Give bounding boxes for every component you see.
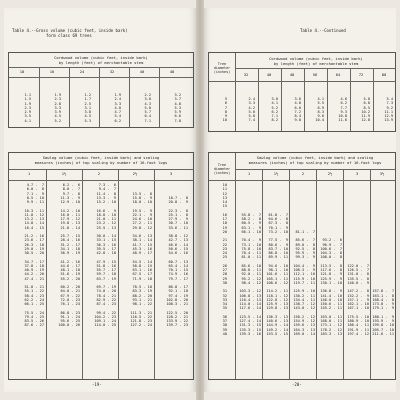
right-cordwood-col-3: 56 (312, 72, 318, 77)
left-cordwood-values-0: 1.1 1.5 1.9 2.3 2.9 3.5 4.1 (24, 93, 31, 123)
left-title-line1: Table 4.--Gross volume (cubic feet, inside bark) (12, 28, 128, 33)
left-sawlog-values-4: 18.7 - 8 20.8 - 9 22.3 - 8 25.1 - 8 27.9 - 9 30.7 - 10 33.6 - 11 38.8 - 12 42.7 - 13 46.6 - 14 50.6 - 15 54.6 - 16 60.7 - 13 65.4 - 14 70.1 - 15 74.9 - 16 79.7 - 17 86.8 - 17 92.1 - 18 97.4 - 19 102.8 - 20 108.3 - 21 122.5 - 20 128.2 - 21 133.9 - 22 139.7 - 23 (166, 195, 188, 328)
right-cordwood-values-0: 2.4 3.3 4.2 5.0 5.8 7.4 (248, 97, 255, 123)
left-title-line2: form class 69 trees (46, 33, 92, 38)
left-sawlog-values-0: 4.7 - 7 6.0 - 8 7.1 - 9 8.5 - 10 9.9 - 11 10.3 - 11 11.8 - 12 13.2 - 13 14.8 - 14 16.4 - 15 21.2 - 16 23.6 - 17 26.3 - 18 29.0 - 19 30.5 - 20 34.7 - 17 37.8 - 18 40.9 - 19 44.2 - 20 47.4 - 21 51.8 - 21 55.1 - 22 58.4 - 23 62.2 - 24 66.1 - 25 75.5 - 24 79.4 - 25 83.5 - 26 87.6 - 27 (24, 183, 44, 328)
right-cordwood-diameters: 5 6 7 8 9 10 (222, 97, 227, 123)
left-sawlog-col-4: 3 (169, 171, 173, 176)
left-cordwood-values-1: 1.9 2.3 2.8 3.3 3.9 4.5 5.2 (54, 93, 61, 123)
left-cordwood-col-4: 40 (139, 69, 145, 74)
right-cordwood-col-2: 48 (289, 72, 295, 77)
right-sawlog-values-5: 157.8 - 7 163.1 - 8 168.4 - 8 173.8 - 9 179.1 - 9 188.1 - 9 193.9 - 9 199.8 - 10 205.7 - 10 211.6 - 11 (372, 289, 394, 336)
left-sawlog-values-1: 6.2 - 6 8.0 - 7 9.7 - 8 11.3 - 9 12.9 - 10 14.2 - 10 16.0 - 11 17.9 - 12 19.8 - 13 21.8 - 14 25.7 - 15 28.4 - 16 31.2 - 17 34.1 - 18 36.9 - 19 41.2 - 16 44.6 - 17 48.1 - 18 51.6 - 19 55.2 - 20 60.2 - 20 64.0 - 21 67.9 - 22 72.0 - 23 76.1 - 24 86.8 - 23 91.1 - 24 95.6 - 25 100.0 - 26 (58, 183, 80, 328)
right-title: Table 4.--Continued (300, 28, 346, 33)
right-sawlog-stub-header: Tree diameter (inches) (213, 163, 231, 175)
right-sawlog-values-2: 81.1 - 7 85.6 - 7 89.0 - 8 92.5 - 8 95.9 - 9 99.3 - 9 104.4 - 9 108.3 - 9 112.1 - 10 115.9 - 10 119.7 - 11 125.9 - 10 130.2 - 11 134.4 - 11 138.7 - 12 143.0 - 12 150.2 - 12 154.9 - 12 159.6 - 13 164.3 - 13 169.0 - 14 (293, 229, 315, 336)
right-sawlog-table (208, 152, 396, 380)
book-gutter (196, 0, 204, 400)
left-page-number: -19- (92, 382, 102, 387)
right-cordwood-col-5: 72 (358, 72, 364, 77)
right-sawlog-col-2: 2 (301, 171, 305, 176)
right-cordwood-col-1: 40 (266, 72, 272, 77)
right-sawlog-values-3: 93.2 - 6 96.9 - 7 100.6 - 7 104.3 - 8 108.0 - 8 113.5 - 8 117.6 - 8 121.8 - 9 125.9 - 9 130.1 - 10 136.8 - 9 141.4 - 10 146.0 - 10 150.6 - 11 155.2 - 11 163.0 - 11 168.0 - 11 173.1 - 12 178.2 - 12 183.3 - 13 (320, 238, 342, 336)
right-cordwood-col-6: 80 (381, 72, 387, 77)
right-cordwood-values-5: 5.0 6.8 8.5 10.2 11.9 12.8 (361, 97, 370, 123)
left-sawlog-col-2: 2 (97, 171, 101, 176)
right-cordwood-col-4: 64 (335, 72, 341, 77)
left-sawlog-values-3: 13.5 - 8 15.8 - 9 18.0 - 10 19.5 - 9 22.1 - 9 24.6 - 10 27.2 - 11 29.8 - 12 34.6 - 13 38.1 - 14 41.7 - 15 45.3 - 16 48.9 - 17 54.5 - 14 58.8 - 15 63.1 - 16 67.5 - 17 71.9 - 18 78.5 - 18 83.3 - 19 88.2 - 20 93.1 - 21 98.1 - 22 111.3 - 21 116.5 - 22 121.8 - 23 127.2 - 24 (130, 191, 152, 328)
left-cordwood-table (8, 52, 194, 128)
left-cordwood-col-3: 32 (109, 69, 115, 74)
left-cordwood-col-0: 18 (19, 69, 25, 74)
left-sawlog-col-0: 1 (27, 171, 31, 176)
right-cordwood-values-6: 5.4 7.3 9.2 11.1 12.9 13.9 (384, 97, 393, 123)
left-cordwood-header: Cordwood volume (cubic feet, inside bark) by length (feet) of merchantable stem (54, 55, 148, 65)
left-cordwood-values-5: 3.2 3.7 4.8 5.3 5.9 6.6 7.8 (174, 93, 181, 123)
right-page (204, 8, 396, 392)
right-sawlog-col-0: 1 (247, 171, 251, 176)
left-sawlog-header: Sawlog volume (cubic feet, inside bark) and scaling measures (inches) of top scaling by number of 16-foot logs (34, 155, 168, 165)
right-sawlog-col-5: 3½ (379, 171, 385, 176)
left-sawlog-table (8, 152, 194, 380)
left-sawlog-col-1: 1½ (61, 171, 67, 176)
left-cordwood-values-2: 1.2 1.7 2.5 3.1 3.8 4.5 5.3 (84, 93, 91, 123)
right-cordwood-table (208, 52, 396, 132)
right-sawlog-header: Sawlog volume (cubic feet, inside bark) and scaling measures (inches) of top scaling by number of 16-foot logs (248, 155, 382, 165)
right-sawlog-values-0: 55.8 - 7 58.2 - 8 60.5 - 9 63.1 - 9 66.1 - 10 70.4 - 9 73.1 - 10 75.8 - 10 78.4 - 11 81.0 - 11 85.6 - 10 88.8 - 11 92.0 - 11 95.2 - 12 98.4 - 12 103.3 - 12 106.8 - 13 110.4 - 13 114.0 - 14 117.6 - 14 123.5 - 14 127.4 - 14 131.3 - 15 135.3 - 15 139.3 - 16 (239, 212, 261, 336)
left-page (4, 8, 196, 392)
right-sawlog-values-4: 122.0 - 7 126.5 - 7 131.0 - 8 135.5 - 8 140.0 - 9 147.2 - 8 152.2 - 9 157.1 - 9 162.1 - 10 167.1 - 10 175.5 - 10 180.9 - 10 186.4 - 11 191.9 - 11 197.4 - 12 (347, 263, 369, 336)
right-cordwood-stub-header: Tree diameter (inches) (213, 62, 231, 74)
right-sawlog-col-4: 3 (355, 171, 359, 176)
left-sawlog-values-2: 7.3 - 6 9.4 - 7 11.4 - 8 13.3 - 9 15.2 - 10 16.6 - 9 18.8 - 10 21.0 - 11 23.2 - 12 25.5 - 13 30.0 - 14 33.1 - 15 36.3 - 16 39.5 - 17 42.8 - 18 47.9 - 15 51.8 - 16 55.7 - 17 59.7 - 18 63.7 - 19 69.7 - 19 74.0 - 20 78.4 - 21 82.9 - 22 87.4 - 23 99.4 - 22 104.2 - 23 109.1 - 24 114.0 - 25 (94, 183, 116, 328)
right-sawlog-diameters: 10 11 12 13 14 15 16 17 18 19 20 21 22 23 24 25 26 27 28 29 30 31 32 33 34 35 36 37 38 39 40 (222, 183, 227, 336)
left-cordwood-col-2: 24 (79, 69, 85, 74)
left-cordwood-col-5: 48 (169, 69, 175, 74)
right-page-number: -20- (292, 382, 302, 387)
left-sawlog-col-3: 2½ (132, 171, 138, 176)
left-cordwood-col-1: 16 (49, 69, 55, 74)
right-sawlog-col-3: 2½ (327, 171, 333, 176)
right-cordwood-values-3: 4.1 5.5 6.9 8.3 9.6 10.4 (315, 97, 324, 123)
right-sawlog-col-1: 1½ (273, 171, 279, 176)
right-cordwood-header: Cordwood volume (cubic feet, inside bark) by length (feet) of merchantable stem (269, 56, 363, 66)
right-cordwood-values-1: 3.0 4.1 5.2 6.2 7.1 8.2 (271, 97, 278, 123)
left-cordwood-values-3: 1.9 2.4 3.3 4.0 4.7 5.4 6.2 (114, 93, 121, 123)
right-cordwood-values-4: 4.6 6.2 7.7 9.3 10.8 11.6 (338, 97, 347, 123)
right-cordwood-values-2: 3.6 4.8 6.0 7.2 8.4 9.8 (294, 97, 301, 123)
right-sawlog-values-1: 61.8 - 7 64.6 - 8 67.3 - 8 70.1 - 9 73.2 - 10 77.5 - 9 80.6 - 9 83.7 - 10 86.8 - 10 89.9 - 11 94.6 - 10 98.1 - 10 101.6 - 11 105.1 - 11 108.6 - 12 114.2 - 11 118.1 - 12 122.0 - 12 125.9 - 13 129.8 - 13 136.3 - 13 140.6 - 13 144.9 - 14 149.2 - 14 153.5 - 15 (266, 212, 288, 336)
right-cordwood-col-0: 32 (243, 72, 249, 77)
left-cordwood-values-4: 2.2 3.0 4.3 5.0 5.7 6.4 7.1 (144, 93, 151, 123)
